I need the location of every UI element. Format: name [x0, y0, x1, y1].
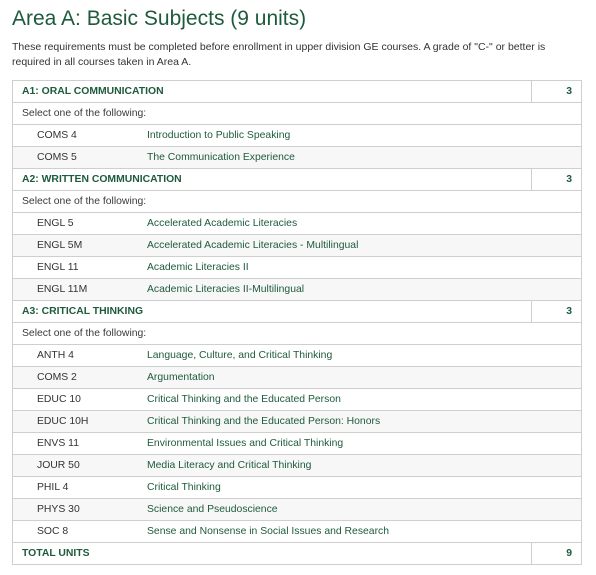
area-units: 3 — [532, 81, 582, 103]
course-row — [13, 455, 582, 477]
page-title: Area A: Basic Subjects (9 units) — [12, 7, 307, 30]
total-row — [13, 543, 582, 565]
course-row — [13, 125, 582, 147]
area-name: A2: WRITTEN COMMUNICATION — [13, 169, 532, 191]
course-title-link[interactable]: Argumentation — [147, 367, 582, 389]
area-units: 3 — [532, 169, 582, 191]
instruction-row — [13, 103, 582, 125]
total-units: 9 — [532, 543, 582, 565]
course-title-link[interactable]: Introduction to Public Speaking — [147, 125, 582, 147]
course-title-link[interactable]: Accelerated Academic Literacies - Multilingual — [147, 235, 582, 257]
course-row — [13, 147, 582, 169]
course-title-link[interactable]: Sense and Nonsense in Social Issues and Research — [147, 521, 582, 543]
course-title-link[interactable]: Critical Thinking and the Educated Person — [147, 389, 582, 411]
course-code: COMS 2 — [13, 367, 148, 389]
course-code: ENGL 5 — [13, 213, 148, 235]
course-row — [13, 235, 582, 257]
course-row — [13, 389, 582, 411]
course-code: ANTH 4 — [13, 345, 148, 367]
course-code: ENGL 11 — [13, 257, 148, 279]
course-row — [13, 367, 582, 389]
course-title-link[interactable]: Critical Thinking and the Educated Person: Honors — [147, 411, 582, 433]
course-title-link[interactable]: Media Literacy and Critical Thinking — [147, 455, 582, 477]
area-header-row — [13, 301, 582, 323]
course-title-link[interactable]: Accelerated Academic Literacies — [147, 213, 582, 235]
course-title-link[interactable]: Language, Culture, and Critical Thinking — [147, 345, 582, 367]
course-code: EDUC 10 — [13, 389, 148, 411]
course-code: JOUR 50 — [13, 455, 148, 477]
course-row — [13, 279, 582, 301]
course-row — [13, 345, 582, 367]
instruction-text: Select one of the following: — [13, 191, 582, 213]
course-row — [13, 499, 582, 521]
intro-text: These requirements must be completed before enrollment in upper division GE courses. A grade of "C-" or better is required in all courses taken in Area A. — [12, 41, 546, 68]
course-code: ENVS 11 — [13, 433, 148, 455]
total-label: TOTAL UNITS — [13, 543, 532, 565]
course-row — [13, 411, 582, 433]
course-row — [13, 477, 582, 499]
requirements-table — [12, 80, 582, 565]
area-name: A1: ORAL COMMUNICATION — [13, 81, 532, 103]
area-name: A3: CRITICAL THINKING — [13, 301, 532, 323]
area-header-row — [13, 81, 582, 103]
course-code: COMS 5 — [13, 147, 148, 169]
instruction-text: Select one of the following: — [13, 323, 582, 345]
course-title-link[interactable]: Academic Literacies II-Multilingual — [147, 279, 582, 301]
course-code: EDUC 10H — [13, 411, 148, 433]
course-row — [13, 433, 582, 455]
course-code: SOC 8 — [13, 521, 148, 543]
course-code: PHIL 4 — [13, 477, 148, 499]
course-code: ENGL 5M — [13, 235, 148, 257]
course-code: COMS 4 — [13, 125, 148, 147]
course-title-link[interactable]: The Communication Experience — [147, 147, 582, 169]
course-code: ENGL 11M — [13, 279, 148, 301]
course-title-link[interactable]: Critical Thinking — [147, 477, 582, 499]
course-row — [13, 257, 582, 279]
instruction-row — [13, 191, 582, 213]
course-title-link[interactable]: Academic Literacies II — [147, 257, 582, 279]
area-header-row — [13, 169, 582, 191]
course-row — [13, 213, 582, 235]
course-title-link[interactable]: Science and Pseudoscience — [147, 499, 582, 521]
instruction-text: Select one of the following: — [13, 103, 582, 125]
area-units: 3 — [532, 301, 582, 323]
course-code: PHYS 30 — [13, 499, 148, 521]
course-row — [13, 521, 582, 543]
course-title-link[interactable]: Environmental Issues and Critical Thinking — [147, 433, 582, 455]
instruction-row — [13, 323, 582, 345]
